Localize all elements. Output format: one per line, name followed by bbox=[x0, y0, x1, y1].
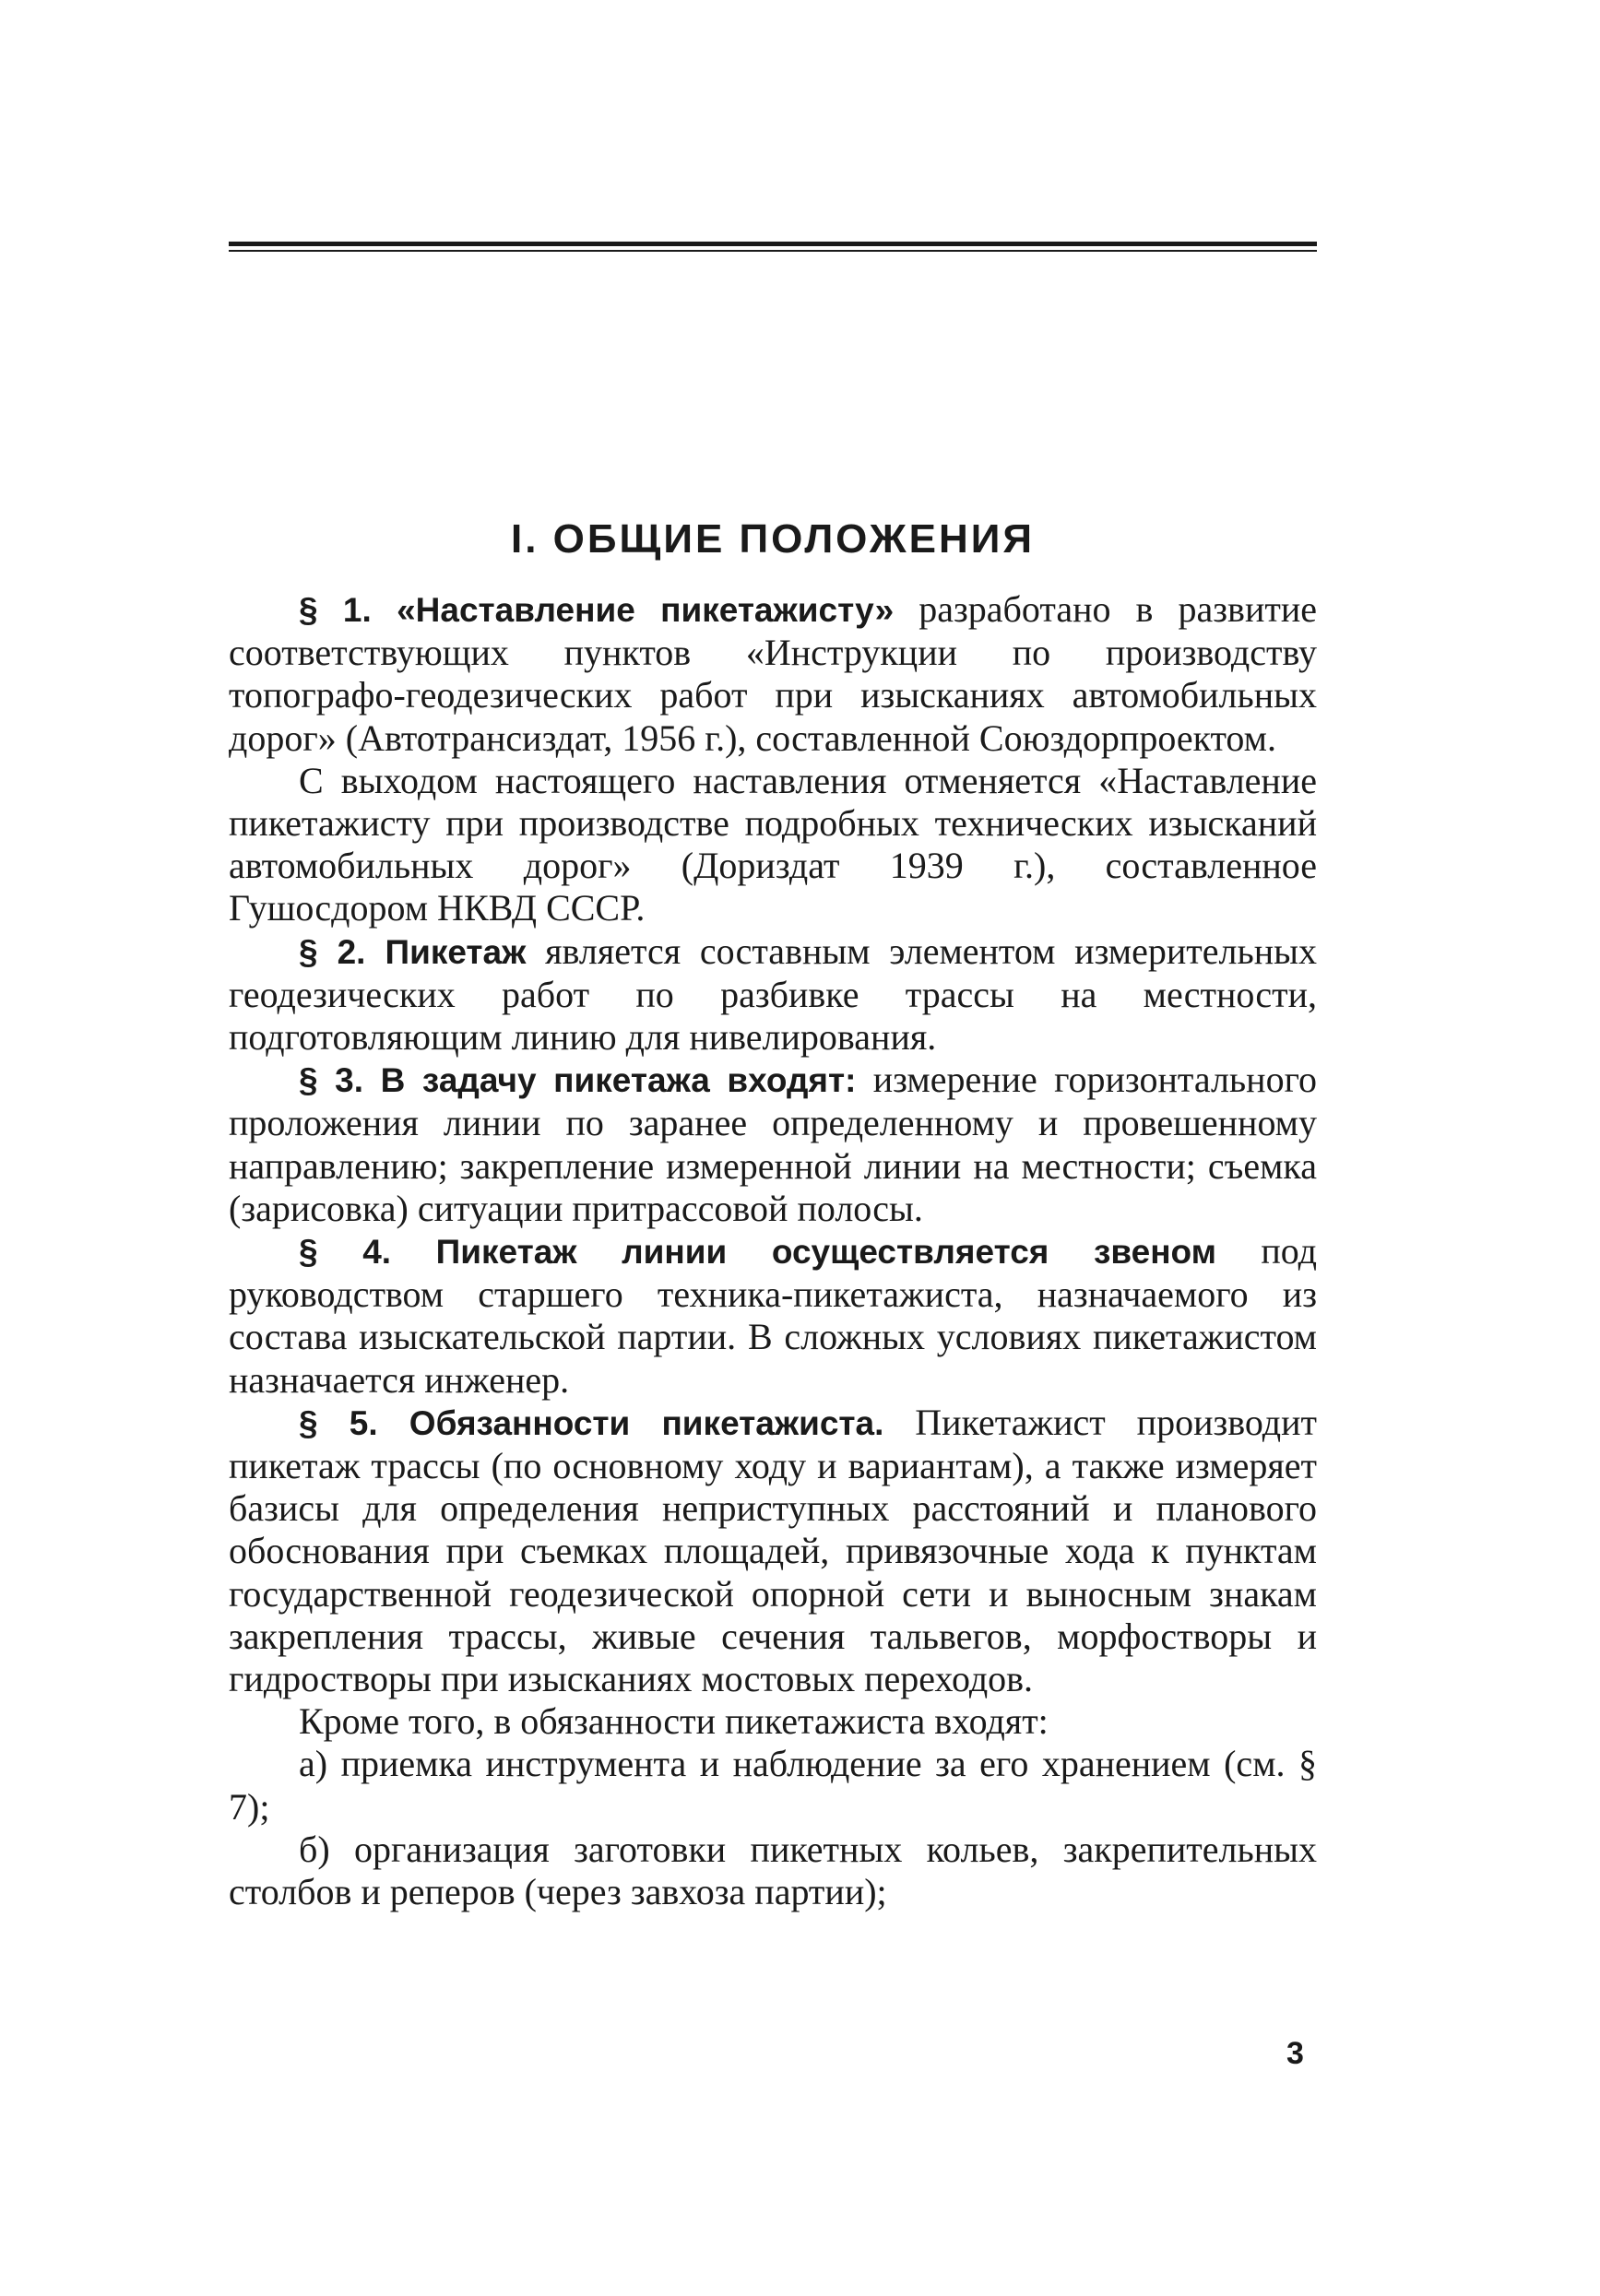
page-number: 3 bbox=[1286, 2036, 1304, 2071]
paragraph-text: измерение горизонтального проложения линии по заранее определенному и провешенному направлению; закрепление измеренной линии на местности; съемка (зарисовка) ситуации притрассовой полосы. bbox=[229, 1059, 1317, 1229]
paragraph-section-1 bbox=[229, 588, 1317, 760]
section-title: I. ОБЩИЕ ПОЛОЖЕНИЯ bbox=[511, 516, 1035, 562]
paragraph-lead: § 2. Пикетаж bbox=[299, 932, 527, 971]
paragraph-section-5 bbox=[229, 1402, 1317, 1700]
header-double-rule bbox=[229, 242, 1317, 254]
paragraph-lead: § 4. Пикетаж линии осуществляется звеном bbox=[299, 1233, 1217, 1272]
header-rule-thin-line bbox=[229, 250, 1317, 252]
paragraph-text: а) приемка инструмента и наблюдение за его хранением (см. § 7); bbox=[229, 1743, 1317, 1828]
list-item-a bbox=[229, 1743, 1317, 1828]
paragraph-duties-intro bbox=[229, 1700, 1317, 1743]
paragraph-section-2 bbox=[229, 930, 1317, 1059]
paragraph-text: Пикетажист производит пикетаж трассы (по основному ходу и вариантам), а также измеряет базисы для определения неприступных расстояний и планового обоснования при съемках площадей, привязочные хода к пунктам государственной геодезической опорной сети и выносным знакам закрепления трассы, живые сечения тальвегов, морфостворы и гидростворы при изысканиях мостовых переходов. bbox=[229, 1401, 1317, 1700]
paragraph-lead: § 1. «Наставление пикетажисту» bbox=[299, 591, 895, 629]
list-item-b bbox=[229, 1829, 1317, 1913]
paragraph-text: является составным элементом измерительных геодезических работ по разбивке трассы на местности, подготовляющим линию для нивелирования. bbox=[229, 929, 1317, 1059]
paragraph-text: Кроме того, в обязанности пикетажиста входят: bbox=[299, 1700, 1049, 1743]
paragraph-text: под руководством старшего техника-пикетажиста, назначаемого из состава изыскательской партии. В сложных условиях пикетажистом назначается инженер. bbox=[229, 1230, 1317, 1401]
paragraph-cancellation bbox=[229, 760, 1317, 930]
paragraph-lead: § 5. Обязанности пикетажиста. bbox=[299, 1403, 884, 1442]
paragraph-lead: § 3. В задачу пикетажа входят: bbox=[299, 1061, 857, 1100]
paragraph-section-4 bbox=[229, 1230, 1317, 1402]
paragraph-section-3 bbox=[229, 1059, 1317, 1230]
paragraph-text: разработано в развитие соответствующих пунктов «Инструкции по производству топографо-геодезических работ при изысканиях автомобильных дорог» (Автотрансиздат, 1956 г.), составленной Союздорпроектом. bbox=[229, 588, 1317, 759]
paragraph-text: б) организация заготовки пикетных кольев, закрепительных столбов и реперов (через завхоза партии); bbox=[229, 1828, 1317, 1913]
body-text bbox=[229, 588, 1317, 1913]
header-rule-thick-line bbox=[229, 242, 1317, 246]
paragraph-text: С выходом настоящего наставления отменяется «Наставление пикетажисту при производстве подробных технических изысканий автомобильных дорог» (Дориздат 1939 г.), составленное Гушосдором НКВД СССР. bbox=[229, 759, 1317, 929]
